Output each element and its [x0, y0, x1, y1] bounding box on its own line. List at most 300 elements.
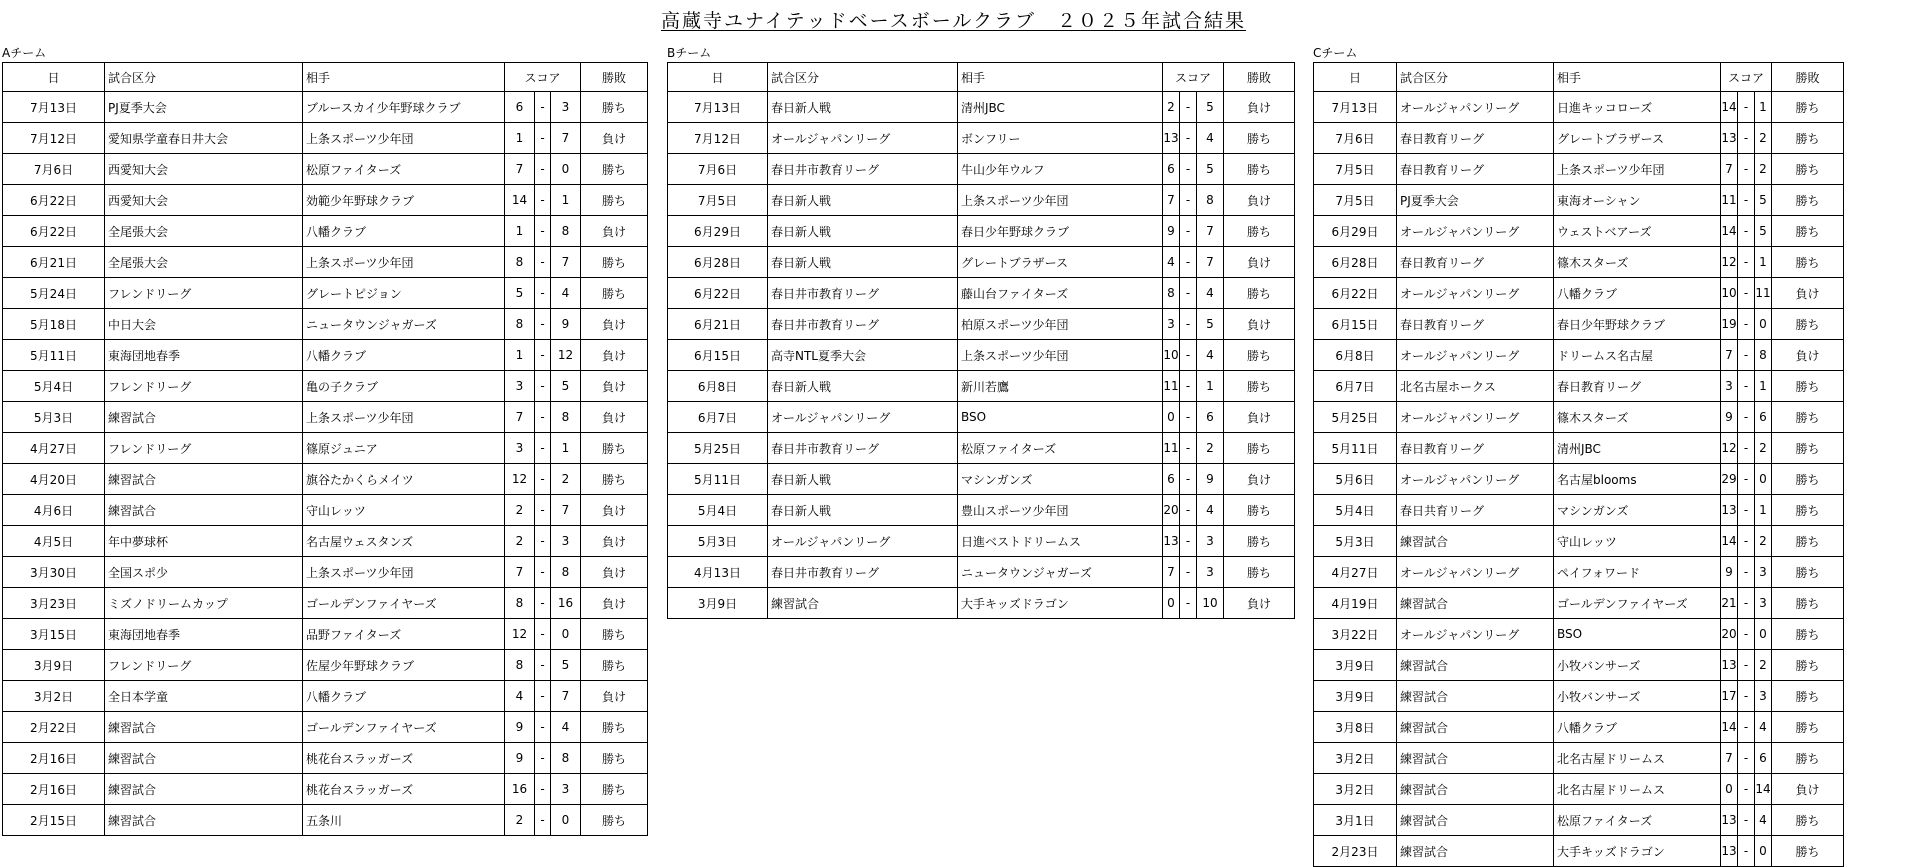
table-row — [1314, 712, 1844, 743]
date-cell: 6月22日 — [3, 185, 105, 216]
own-score-cell: 14 — [1721, 526, 1738, 557]
result-cell: 負け — [581, 123, 648, 154]
category-cell: 春日井市教育リーグ — [768, 278, 958, 309]
date-cell: 3月9日 — [3, 650, 105, 681]
date-cell: 6月29日 — [668, 216, 768, 247]
own-score-cell: 13 — [1721, 650, 1738, 681]
opponent-cell: ニュータウンジャガーズ — [303, 309, 505, 340]
table-row — [668, 371, 1295, 402]
opponent-cell: 上条スポーツ少年団 — [303, 123, 505, 154]
opponent-cell: ニュータウンジャガーズ — [958, 557, 1163, 588]
opponent-score-cell: 0 — [1755, 619, 1772, 650]
result-cell: 勝ち — [1772, 588, 1844, 619]
result-cell: 勝ち — [1772, 92, 1844, 123]
date-cell: 7月13日 — [3, 92, 105, 123]
header-date: 日 — [3, 63, 105, 92]
result-cell: 負け — [581, 340, 648, 371]
opponent-cell: 上条スポーツ少年団 — [1554, 154, 1721, 185]
date-cell: 7月5日 — [1314, 185, 1397, 216]
date-cell: 5月11日 — [1314, 433, 1397, 464]
score-dash: - — [1738, 774, 1755, 805]
category-cell: 西愛知大会 — [105, 154, 303, 185]
category-cell: フレンドリーグ — [105, 650, 303, 681]
table-row — [3, 185, 648, 216]
category-cell: 練習試合 — [105, 774, 303, 805]
score-dash: - — [1738, 123, 1755, 154]
table-row — [3, 433, 648, 464]
category-cell: 練習試合 — [105, 805, 303, 836]
table-row — [668, 588, 1295, 619]
opponent-cell: 春日少年野球クラブ — [1554, 309, 1721, 340]
opponent-cell: 豊山スポーツ少年団 — [958, 495, 1163, 526]
result-cell: 負け — [581, 681, 648, 712]
score-dash: - — [535, 805, 551, 836]
category-cell: オールジャパンリーグ — [768, 123, 958, 154]
score-dash: - — [1180, 402, 1197, 433]
date-cell: 5月4日 — [668, 495, 768, 526]
opponent-score-cell: 5 — [1755, 216, 1772, 247]
own-score-cell: 13 — [1163, 123, 1180, 154]
opponent-cell: 上条スポーツ少年団 — [303, 557, 505, 588]
opponent-score-cell: 2 — [1755, 123, 1772, 154]
opponent-score-cell: 5 — [1197, 309, 1224, 340]
date-cell: 6月8日 — [668, 371, 768, 402]
score-dash: - — [1180, 216, 1197, 247]
table-row — [668, 154, 1295, 185]
opponent-score-cell: 1 — [1755, 92, 1772, 123]
own-score-cell: 12 — [505, 619, 535, 650]
opponent-score-cell: 7 — [551, 495, 581, 526]
score-dash: - — [1738, 588, 1755, 619]
opponent-score-cell: 6 — [1197, 402, 1224, 433]
category-cell: フレンドリーグ — [105, 433, 303, 464]
date-cell: 6月28日 — [668, 247, 768, 278]
date-cell: 3月1日 — [1314, 805, 1397, 836]
results-table-c — [1313, 62, 1844, 867]
date-cell: 3月2日 — [3, 681, 105, 712]
table-header-row — [3, 63, 648, 92]
category-cell: 高寺NTL夏季大会 — [768, 340, 958, 371]
score-dash: - — [535, 309, 551, 340]
category-cell: 春日井市教育リーグ — [768, 154, 958, 185]
own-score-cell: 20 — [1163, 495, 1180, 526]
opponent-cell: 新川若鷹 — [958, 371, 1163, 402]
opponent-score-cell: 3 — [551, 526, 581, 557]
category-cell: 愛知県学童春日井大会 — [105, 123, 303, 154]
table-row — [3, 495, 648, 526]
category-cell: 練習試合 — [105, 712, 303, 743]
table-row — [668, 247, 1295, 278]
own-score-cell: 7 — [505, 154, 535, 185]
opponent-cell: マシンガンズ — [1554, 495, 1721, 526]
opponent-cell: 上条スポーツ少年団 — [303, 247, 505, 278]
result-cell: 勝ち — [1224, 216, 1295, 247]
score-dash: - — [1738, 557, 1755, 588]
category-cell: 全尾張大会 — [105, 216, 303, 247]
category-cell: 北名古屋ホークス — [1397, 371, 1554, 402]
date-cell: 7月5日 — [1314, 154, 1397, 185]
opponent-cell: 八幡クラブ — [303, 340, 505, 371]
own-score-cell: 3 — [1721, 371, 1738, 402]
opponent-cell: 小牧バンサーズ — [1554, 650, 1721, 681]
table-row — [3, 464, 648, 495]
result-cell: 勝ち — [581, 619, 648, 650]
opponent-cell: 佐屋少年野球クラブ — [303, 650, 505, 681]
own-score-cell: 1 — [505, 340, 535, 371]
opponent-score-cell: 5 — [1197, 154, 1224, 185]
result-cell: 勝ち — [1772, 743, 1844, 774]
opponent-cell: BSO — [1554, 619, 1721, 650]
opponent-cell: グレートブラザース — [958, 247, 1163, 278]
category-cell: オールジャパンリーグ — [1397, 340, 1554, 371]
category-cell: 春日新人戦 — [768, 92, 958, 123]
table-row — [1314, 185, 1844, 216]
opponent-score-cell: 2 — [1755, 526, 1772, 557]
score-dash: - — [1180, 278, 1197, 309]
table-row — [668, 92, 1295, 123]
own-score-cell: 11 — [1163, 433, 1180, 464]
opponent-score-cell: 5 — [1197, 92, 1224, 123]
opponent-score-cell: 3 — [551, 774, 581, 805]
result-cell: 勝ち — [1772, 309, 1844, 340]
category-cell: オールジャパンリーグ — [768, 402, 958, 433]
header-opponent: 相手 — [303, 63, 505, 92]
result-cell: 勝ち — [581, 185, 648, 216]
table-row — [1314, 278, 1844, 309]
opponent-cell: 上条スポーツ少年団 — [958, 185, 1163, 216]
table-row — [668, 340, 1295, 371]
own-score-cell: 0 — [1163, 402, 1180, 433]
date-cell: 4月27日 — [3, 433, 105, 464]
opponent-score-cell: 1 — [1755, 495, 1772, 526]
table-row — [3, 402, 648, 433]
table-row — [3, 650, 648, 681]
opponent-cell: 大手キッズドラゴン — [958, 588, 1163, 619]
date-cell: 5月6日 — [1314, 464, 1397, 495]
own-score-cell: 13 — [1163, 526, 1180, 557]
own-score-cell: 10 — [1721, 278, 1738, 309]
date-cell: 6月15日 — [1314, 309, 1397, 340]
header-score: スコア — [1721, 63, 1772, 92]
category-cell: 年中夢球杯 — [105, 526, 303, 557]
opponent-cell: ゴールデンファイヤーズ — [303, 712, 505, 743]
table-row — [1314, 92, 1844, 123]
category-cell: 春日新人戦 — [768, 216, 958, 247]
opponent-score-cell: 7 — [1197, 216, 1224, 247]
score-dash: - — [1738, 619, 1755, 650]
own-score-cell: 7 — [1163, 557, 1180, 588]
score-dash: - — [535, 371, 551, 402]
own-score-cell: 9 — [1721, 557, 1738, 588]
opponent-score-cell: 4 — [1197, 278, 1224, 309]
results-table-a — [2, 62, 648, 836]
date-cell: 4月20日 — [3, 464, 105, 495]
opponent-cell: 柏原スポーツ少年団 — [958, 309, 1163, 340]
own-score-cell: 6 — [1163, 464, 1180, 495]
table-row — [1314, 619, 1844, 650]
table-row — [1314, 123, 1844, 154]
opponent-score-cell: 8 — [551, 216, 581, 247]
score-dash: - — [535, 743, 551, 774]
result-cell: 勝ち — [1224, 154, 1295, 185]
score-dash: - — [535, 495, 551, 526]
result-cell: 勝ち — [1772, 464, 1844, 495]
category-cell: 春日新人戦 — [768, 495, 958, 526]
opponent-cell: 篠木スターズ — [1554, 247, 1721, 278]
own-score-cell: 16 — [505, 774, 535, 805]
category-cell: 練習試合 — [105, 464, 303, 495]
date-cell: 6月22日 — [668, 278, 768, 309]
result-cell: 負け — [581, 402, 648, 433]
date-cell: 3月30日 — [3, 557, 105, 588]
own-score-cell: 29 — [1721, 464, 1738, 495]
opponent-score-cell: 7 — [551, 247, 581, 278]
own-score-cell: 7 — [505, 557, 535, 588]
table-row — [1314, 402, 1844, 433]
category-cell: オールジャパンリーグ — [1397, 216, 1554, 247]
opponent-score-cell: 6 — [1755, 743, 1772, 774]
opponent-score-cell: 6 — [1755, 402, 1772, 433]
category-cell: オールジャパンリーグ — [768, 526, 958, 557]
result-cell: 勝ち — [1772, 154, 1844, 185]
own-score-cell: 13 — [1721, 836, 1738, 867]
own-score-cell: 11 — [1721, 185, 1738, 216]
result-cell: 勝ち — [581, 712, 648, 743]
own-score-cell: 14 — [1721, 92, 1738, 123]
header-score: スコア — [505, 63, 581, 92]
category-cell: 東海団地春季 — [105, 619, 303, 650]
opponent-score-cell: 4 — [1197, 495, 1224, 526]
own-score-cell: 13 — [1721, 123, 1738, 154]
opponent-score-cell: 8 — [1197, 185, 1224, 216]
header-opponent: 相手 — [958, 63, 1163, 92]
score-dash: - — [535, 216, 551, 247]
table-row — [1314, 681, 1844, 712]
header-result: 勝敗 — [581, 63, 648, 92]
opponent-score-cell: 3 — [1755, 588, 1772, 619]
table-row — [3, 526, 648, 557]
category-cell: 練習試合 — [1397, 712, 1554, 743]
score-dash: - — [535, 123, 551, 154]
score-dash: - — [1738, 712, 1755, 743]
table-row — [1314, 309, 1844, 340]
opponent-cell: 北名古屋ドリームス — [1554, 774, 1721, 805]
result-cell: 勝ち — [581, 743, 648, 774]
result-cell: 勝ち — [581, 278, 648, 309]
date-cell: 5月11日 — [3, 340, 105, 371]
own-score-cell: 2 — [505, 526, 535, 557]
date-cell: 5月18日 — [3, 309, 105, 340]
category-cell: オールジャパンリーグ — [1397, 619, 1554, 650]
table-row — [668, 402, 1295, 433]
table-row — [668, 526, 1295, 557]
table-row — [668, 185, 1295, 216]
opponent-score-cell: 7 — [1197, 247, 1224, 278]
opponent-cell: 五条川 — [303, 805, 505, 836]
table-row — [668, 495, 1295, 526]
category-cell: 春日共育リーグ — [1397, 495, 1554, 526]
table-row — [668, 557, 1295, 588]
opponent-score-cell: 12 — [551, 340, 581, 371]
own-score-cell: 8 — [505, 588, 535, 619]
header-opponent: 相手 — [1554, 63, 1721, 92]
opponent-score-cell: 1 — [551, 433, 581, 464]
own-score-cell: 7 — [1721, 340, 1738, 371]
date-cell: 6月21日 — [3, 247, 105, 278]
date-cell: 7月5日 — [668, 185, 768, 216]
result-cell: 勝ち — [1772, 681, 1844, 712]
opponent-score-cell: 8 — [551, 743, 581, 774]
score-dash: - — [1738, 743, 1755, 774]
opponent-score-cell: 4 — [1755, 712, 1772, 743]
opponent-cell: ブルースカイ少年野球クラブ — [303, 92, 505, 123]
date-cell: 3月2日 — [1314, 774, 1397, 805]
date-cell: 4月5日 — [3, 526, 105, 557]
result-cell: 勝ち — [1224, 433, 1295, 464]
own-score-cell: 12 — [1721, 433, 1738, 464]
own-score-cell: 21 — [1721, 588, 1738, 619]
date-cell: 2月16日 — [3, 743, 105, 774]
own-score-cell: 8 — [505, 309, 535, 340]
opponent-cell: グレートピジョン — [303, 278, 505, 309]
header-date: 日 — [1314, 63, 1397, 92]
opponent-score-cell: 3 — [1197, 526, 1224, 557]
date-cell: 6月28日 — [1314, 247, 1397, 278]
team-c-section — [1313, 44, 1844, 867]
category-cell: オールジャパンリーグ — [1397, 92, 1554, 123]
score-dash: - — [1180, 526, 1197, 557]
own-score-cell: 6 — [1163, 154, 1180, 185]
page-title — [0, 6, 1907, 33]
table-row — [1314, 557, 1844, 588]
table-row — [3, 340, 648, 371]
result-cell: 負け — [1772, 340, 1844, 371]
opponent-cell: 小牧バンサーズ — [1554, 681, 1721, 712]
own-score-cell: 5 — [505, 278, 535, 309]
table-row — [668, 216, 1295, 247]
table-row — [1314, 433, 1844, 464]
own-score-cell: 0 — [1721, 774, 1738, 805]
opponent-score-cell: 2 — [551, 464, 581, 495]
result-cell: 負け — [1224, 588, 1295, 619]
opponent-score-cell: 8 — [1755, 340, 1772, 371]
score-dash: - — [535, 526, 551, 557]
opponent-cell: 北名古屋ドリームス — [1554, 743, 1721, 774]
category-cell: 春日新人戦 — [768, 464, 958, 495]
date-cell: 6月7日 — [668, 402, 768, 433]
table-row — [1314, 743, 1844, 774]
result-cell: 負け — [1224, 92, 1295, 123]
date-cell: 3月22日 — [1314, 619, 1397, 650]
result-cell: 勝ち — [1772, 402, 1844, 433]
date-cell: 6月21日 — [668, 309, 768, 340]
header-score: スコア — [1163, 63, 1224, 92]
category-cell: 春日井市教育リーグ — [768, 433, 958, 464]
own-score-cell: 3 — [505, 433, 535, 464]
date-cell: 3月9日 — [1314, 650, 1397, 681]
score-dash: - — [1180, 433, 1197, 464]
own-score-cell: 7 — [1721, 743, 1738, 774]
date-cell: 5月11日 — [668, 464, 768, 495]
date-cell: 6月22日 — [1314, 278, 1397, 309]
category-cell: 中日大会 — [105, 309, 303, 340]
own-score-cell: 2 — [1163, 92, 1180, 123]
opponent-score-cell: 0 — [551, 805, 581, 836]
own-score-cell: 0 — [1163, 588, 1180, 619]
table-row — [3, 619, 648, 650]
table-row — [3, 712, 648, 743]
score-dash: - — [1738, 247, 1755, 278]
opponent-cell: ドリームス名古屋 — [1554, 340, 1721, 371]
opponent-cell: 名古屋ウェスタンズ — [303, 526, 505, 557]
date-cell: 4月6日 — [3, 495, 105, 526]
opponent-cell: 効範少年野球クラブ — [303, 185, 505, 216]
table-row — [1314, 340, 1844, 371]
date-cell: 7月13日 — [1314, 92, 1397, 123]
score-dash: - — [1738, 526, 1755, 557]
date-cell: 5月4日 — [3, 371, 105, 402]
result-cell: 勝ち — [1772, 247, 1844, 278]
opponent-score-cell: 3 — [1755, 681, 1772, 712]
date-cell: 4月13日 — [668, 557, 768, 588]
opponent-score-cell: 0 — [1755, 309, 1772, 340]
table-row — [1314, 588, 1844, 619]
own-score-cell: 17 — [1721, 681, 1738, 712]
result-cell: 負け — [1772, 278, 1844, 309]
table-row — [1314, 371, 1844, 402]
opponent-score-cell: 1 — [1755, 247, 1772, 278]
own-score-cell: 6 — [505, 92, 535, 123]
score-dash: - — [1180, 154, 1197, 185]
header-result: 勝敗 — [1772, 63, 1844, 92]
header-category: 試合区分 — [105, 63, 303, 92]
opponent-cell: 守山レッツ — [1554, 526, 1721, 557]
result-cell: 勝ち — [581, 805, 648, 836]
result-cell: 勝ち — [1224, 371, 1295, 402]
score-dash: - — [1738, 402, 1755, 433]
score-dash: - — [1180, 588, 1197, 619]
opponent-score-cell: 1 — [1755, 371, 1772, 402]
own-score-cell: 9 — [1163, 216, 1180, 247]
result-cell: 負け — [581, 526, 648, 557]
table-row — [3, 588, 648, 619]
own-score-cell: 4 — [1163, 247, 1180, 278]
result-cell: 負け — [1224, 464, 1295, 495]
category-cell: オールジャパンリーグ — [1397, 278, 1554, 309]
result-cell: 負け — [1224, 402, 1295, 433]
category-cell: オールジャパンリーグ — [1397, 557, 1554, 588]
table-row — [3, 805, 648, 836]
opponent-cell: ウェストベアーズ — [1554, 216, 1721, 247]
opponent-score-cell: 0 — [551, 154, 581, 185]
opponent-cell: 清州JBC — [958, 92, 1163, 123]
opponent-score-cell: 2 — [1755, 650, 1772, 681]
category-cell: 練習試合 — [1397, 681, 1554, 712]
result-cell: 勝ち — [1224, 495, 1295, 526]
category-cell: PJ夏季大会 — [105, 92, 303, 123]
table-row — [1314, 526, 1844, 557]
result-cell: 負け — [1772, 774, 1844, 805]
header-date: 日 — [668, 63, 768, 92]
date-cell: 2月15日 — [3, 805, 105, 836]
table-row — [3, 681, 648, 712]
table-row — [3, 92, 648, 123]
opponent-score-cell: 9 — [1197, 464, 1224, 495]
date-cell: 5月4日 — [1314, 495, 1397, 526]
score-dash: - — [1738, 154, 1755, 185]
result-cell: 負け — [1224, 247, 1295, 278]
score-dash: - — [1738, 681, 1755, 712]
